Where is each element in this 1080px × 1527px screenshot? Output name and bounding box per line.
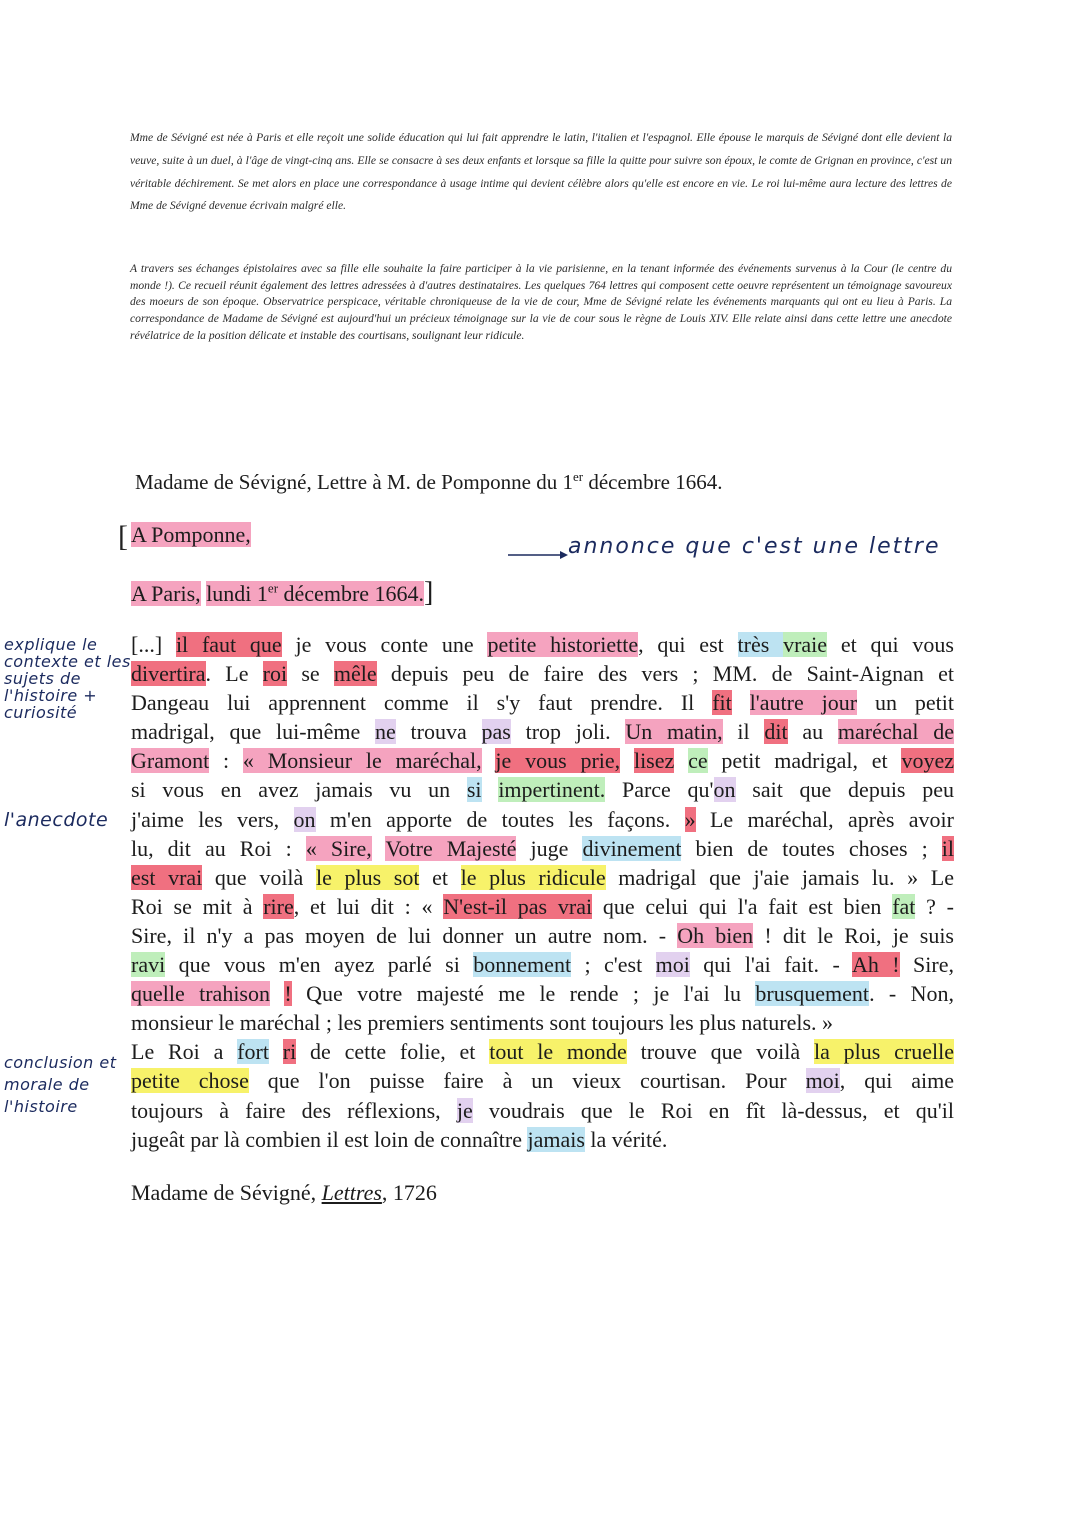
text-run: se xyxy=(287,661,334,687)
highlight-red: N'est-il pas vrai xyxy=(443,893,593,919)
highlight-purple: pas xyxy=(481,719,511,745)
highlight-green: vraie xyxy=(783,632,828,657)
highlight-red: roi xyxy=(262,661,288,687)
highlight-blue: jamais xyxy=(527,1126,585,1152)
text-run: ? - xyxy=(915,893,954,919)
highlight-yellow: la plus cruelle xyxy=(813,1039,954,1065)
letter-line xyxy=(131,746,954,775)
source-citation: Madame de Sévigné, Lettres, 1726 xyxy=(131,1180,437,1205)
text-run xyxy=(620,748,634,773)
text-run xyxy=(732,690,750,715)
place-date: A Paris, lundi 1er décembre 1664.] xyxy=(131,577,434,608)
text-run: ! dit le Roi, je suis xyxy=(753,922,954,948)
intro-paragraph-1 xyxy=(130,127,952,218)
text-run: madrigal que j'aie jamais lu. » Le xyxy=(605,864,954,890)
highlight-blue: si xyxy=(466,777,482,803)
text-run: . - Non, xyxy=(869,981,955,1007)
text-run: m'en apporte de toutes les façons. xyxy=(315,806,685,832)
text-run: . Le xyxy=(205,661,263,687)
text-run: , qui est xyxy=(638,632,738,657)
text-run: , et lui dit : « xyxy=(293,893,444,919)
highlight-pink: Gramont xyxy=(131,748,210,774)
highlight-green: ce xyxy=(688,748,708,774)
letter-line xyxy=(131,979,954,1008)
text-run: Sire, xyxy=(899,952,954,978)
annotation-contexte: explique le contexte et les sujets de l'histoire + curiosité xyxy=(4,635,131,722)
text-run xyxy=(372,836,386,861)
highlight-pink: quelle trahison xyxy=(131,981,270,1007)
bracket-close-icon: ] xyxy=(424,577,434,608)
highlight-yellow: le plus ridicule xyxy=(460,864,606,890)
text-run: la vérité. xyxy=(584,1126,668,1152)
highlight-red: rire xyxy=(263,893,294,919)
salutation: A Pomponne, xyxy=(131,522,251,547)
intro-text-2: A travers ses échanges épistolaires avec sa fille elle souhaite la faire participer à la vie parisienne, en la tenant informée des événements survenus à la Cour (le centre du monde !). Ce recueil réunit également des lettres adressées à d'autres destinataires. Les quelques 764 lettres qui composent cette oeuvre représentent un témoignage savoureux des moeurs de son époque. Observatrice perspicace, véritable chroniqueuse de la vie de cour, Mme de Sévigné relate les événements marquants qui ont eu lieu à Paris. La correspondance de Madame de Sévigné est aujourd'hui un précieux témoignage sur la vie de cour sous le règne de Louis XIV. Elle relate ainsi dans cette lettre une anecdote révélatrice de la position délicate et instable des courtisans, soulignant leur ridicule. xyxy=(130,262,952,342)
highlight-red: ! xyxy=(284,981,292,1007)
highlight-pink: maréchal de xyxy=(837,719,955,745)
letter-line xyxy=(131,1037,954,1066)
highlight-pink: l'autre jour xyxy=(749,690,858,716)
annotation-anecdote: l'anecdote xyxy=(4,809,109,831)
highlight-pink: Votre Majesté xyxy=(385,835,517,861)
text-run: je vous conte une xyxy=(281,632,488,657)
text-run: que l'on puisse faire à un vieux courtisan. Pour xyxy=(248,1068,806,1094)
intro-paragraph-2 xyxy=(130,261,952,345)
letter-line xyxy=(131,630,954,659)
text-run: jugeât par là combien il est loin de connaître xyxy=(131,1126,528,1152)
highlight-red: voyez xyxy=(901,748,954,774)
intro-text-1: Mme de Sévigné est née à Paris et elle reçoit une solide éducation qui lui fait apprendre le latin, l'italien et l'espagnol. Elle épouse le marquis de Sévigné dont elle devient la veuve, suite à un duel, à l'âge de vingt-cinq ans. Elle se consacre à ses deux enfants et lorsque sa fille la quitte pour suivre son époux, le comte de Grignan en province, c'est un véritable déchirement. Se met alors en place une correspondance à usage intime qui devient célèbre alors qu'elle est encore en vie. Le roi lui-même aura lecture des lettres de Mme de Sévigné devenue écrivain malgré elle. xyxy=(130,131,952,213)
highlight-blue: brusquement xyxy=(755,981,870,1007)
text-run: madrigal, que lui-même xyxy=(131,719,376,745)
text-run: que voilà xyxy=(202,864,316,890)
letter-body xyxy=(131,630,954,1154)
highlight-green: impertinent. xyxy=(498,777,606,803)
letter-line xyxy=(131,1096,954,1125)
text-run: : xyxy=(209,748,243,774)
highlight-blue: divinement xyxy=(582,835,682,861)
text-run xyxy=(482,777,499,802)
text-run: trouva xyxy=(395,719,482,745)
text-run: Le Roi a xyxy=(131,1039,238,1065)
highlight-red: ri xyxy=(282,1039,297,1065)
text-run: si vous en avez jamais vu un xyxy=(131,777,467,803)
highlight-red: mêle xyxy=(333,661,377,687)
text-run: bien de toutes choses ; xyxy=(681,835,942,861)
text-run: Le maréchal, après avoir xyxy=(695,806,954,832)
text-run: lu, dit au Roi : xyxy=(131,835,306,861)
highlight-red: je vous prie, xyxy=(495,748,621,774)
text-run: ; c'est xyxy=(571,952,656,978)
highlight-purple: ne xyxy=(375,719,396,745)
highlight-green: ravi xyxy=(131,952,166,978)
highlight-yellow: tout le monde xyxy=(489,1039,627,1065)
text-run: petit madrigal, et xyxy=(707,748,902,774)
letter-line xyxy=(131,688,954,717)
highlight-red: il faut que xyxy=(175,632,282,657)
highlight-blue: très xyxy=(737,632,784,657)
arrow-right-icon xyxy=(508,550,568,560)
text-run: sait que depuis peu xyxy=(735,777,954,803)
highlight-yellow: le plus sot xyxy=(315,864,420,890)
letter-line xyxy=(131,1125,954,1154)
annotation-lettre: annonce que c'est une lettre xyxy=(568,534,941,559)
letter-line xyxy=(131,892,954,921)
text-run xyxy=(270,981,284,1006)
highlight-red: dit xyxy=(764,719,788,745)
highlight-green: fat xyxy=(892,893,916,919)
text-run: qui l'ai fait. - xyxy=(689,952,852,978)
text-run: depuis peu de faire des vers ; MM. de Saint-Aignan et xyxy=(376,661,954,687)
bracket-open-icon: [ xyxy=(118,520,128,553)
highlight-red: il xyxy=(941,835,954,861)
highlight-blue: bonnement xyxy=(473,952,572,978)
highlight-purple: on xyxy=(293,806,316,832)
letter-line xyxy=(131,863,954,892)
text-run xyxy=(269,1039,283,1064)
text-run xyxy=(674,748,688,773)
text-run: voudrais que le Roi en fît là-dessus, et qu'il xyxy=(472,1097,954,1123)
letter-line xyxy=(131,1008,954,1037)
text-run: j'aime les vers, xyxy=(131,806,294,832)
highlight-pink: Un matin, xyxy=(625,719,723,745)
highlight-red: » xyxy=(684,806,696,832)
text-run: Que votre majesté me le rende ; je l'ai lu xyxy=(291,981,756,1007)
letter-line xyxy=(131,950,954,979)
date: lundi 1er décembre 1664. xyxy=(206,580,425,606)
highlight-pink: petite historiette xyxy=(487,632,639,657)
highlight-purple: moi xyxy=(805,1068,840,1094)
highlight-red: Ah ! xyxy=(851,952,900,978)
text-run: , qui aime xyxy=(839,1068,954,1094)
highlight-purple: on xyxy=(713,777,736,803)
highlight-red: est vrai xyxy=(131,864,203,890)
letter-line xyxy=(131,1066,954,1095)
text-run: que celui qui l'a fait est bien xyxy=(592,893,893,919)
highlight-pink: « Sire, xyxy=(305,835,372,861)
text-run: juge xyxy=(516,835,583,861)
highlight-red: fit xyxy=(712,690,732,716)
letter-line xyxy=(131,834,954,863)
text-run: de cette folie, et xyxy=(296,1039,490,1065)
text-run: trop joli. xyxy=(510,719,626,745)
text-run: au xyxy=(787,719,838,745)
letter-line xyxy=(131,921,954,950)
letter-line xyxy=(131,805,954,834)
text-run: Parce qu' xyxy=(605,777,714,803)
letter-line xyxy=(131,659,954,688)
letter-line xyxy=(131,717,954,746)
highlight-red: divertira xyxy=(131,661,206,687)
text-run: que vous m'en ayez parlé si xyxy=(165,952,474,978)
text-run: il xyxy=(722,719,765,745)
highlight-purple: je xyxy=(456,1097,473,1123)
letter-header: Madame de Sévigné, Lettre à M. de Pomponne du 1er décembre 1664. xyxy=(135,469,723,494)
text-run: et xyxy=(419,864,461,890)
text-run: et qui vous xyxy=(827,632,954,657)
text-run xyxy=(482,748,496,773)
text-run: Sire, il n'y a pas moyen de lui donner un autre nom. - xyxy=(131,922,678,948)
letter-line xyxy=(131,775,954,804)
text-run: Roi se mit à xyxy=(131,893,264,919)
text-run: [...] xyxy=(131,632,176,657)
highlight-purple: moi xyxy=(655,952,690,978)
highlight-red: lisez xyxy=(633,748,675,774)
text-run: un petit xyxy=(857,690,955,716)
text-run: Dangeau lui apprennent comme il s'y faut prendre. Il xyxy=(131,690,713,716)
annotation-conclusion: conclusion et morale de l'histoire xyxy=(4,1053,117,1116)
highlight-blue: fort xyxy=(237,1039,269,1065)
highlight-pink: Oh bien xyxy=(677,922,754,948)
highlight-yellow: petite chose xyxy=(131,1068,249,1094)
highlight-pink: « Monsieur le maréchal, xyxy=(242,748,482,774)
text-run: toujours à faire des réflexions, xyxy=(131,1097,457,1123)
text-run: trouve que voilà xyxy=(626,1039,814,1065)
text-run: monsieur le maréchal ; les premiers sentiments sont toujours les plus naturels. » xyxy=(131,1010,834,1036)
